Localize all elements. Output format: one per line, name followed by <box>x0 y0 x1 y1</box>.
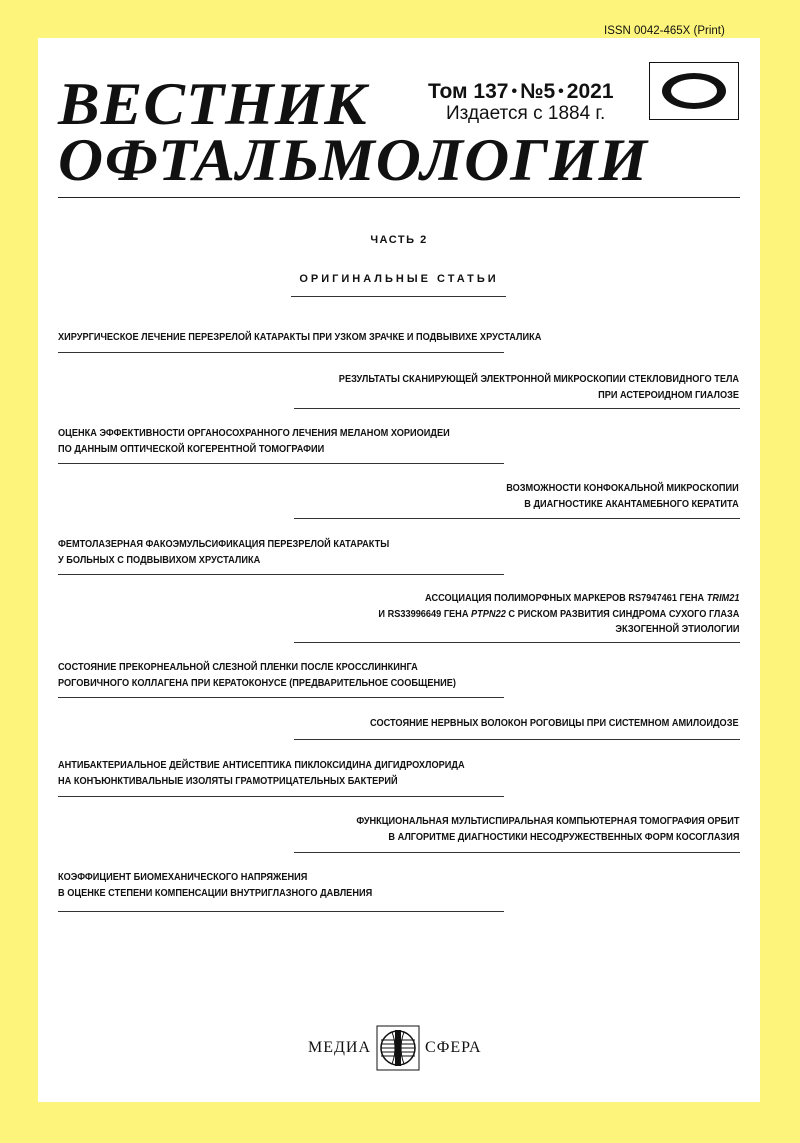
article-divider <box>294 518 740 519</box>
article-title: ХИРУРГИЧЕСКОЕ ЛЕЧЕНИЕ ПЕРЕЗРЕЛОЙ КАТАРАКТЫ ПРИ УЗКОМ ЗРАЧКЕ И ПОДВЫВИХЕ ХРУСТАЛИКА <box>58 332 542 343</box>
article-divider <box>58 352 504 353</box>
article-title: АНТИБАКТЕРИАЛЬНОЕ ДЕЙСТВИЕ АНТИСЕПТИКА ПИКЛОКСИДИНА ДИГИДРОХЛОРИДА НА КОНЪЮНКТИВАЛЬНЫЕ ИЗОЛЯТЫ ГРАМОТРИЦАТЕЛЬНЫХ БАКТЕРИЙ <box>58 760 465 787</box>
article-title: СОСТОЯНИЕ ПРЕКОРНЕАЛЬНОЙ СЛЕЗНОЙ ПЛЕНКИ ПОСЛЕ КРОССЛИНКИНГА РОГОВИЧНОГО КОЛЛАГЕНА ПРИ КЕРАТОКОНУСЕ (ПРЕДВАРИТЕЛЬНОЕ СООБЩЕНИЕ) <box>58 662 456 689</box>
issue-number: №5 <box>520 80 556 103</box>
article-divider <box>58 796 504 797</box>
article-title: АССОЦИАЦИЯ ПОЛИМОРФНЫХ МАРКЕРОВ RS7947461 ГЕНА TRIM21 И RS33996649 ГЕНА PTPN22 С РИСКОМ РАЗВИТИЯ СИНДРОМА СУХОГО ГЛАЗА ЭКЗОГЕННОЙ ЭТИОЛОГИИ <box>377 593 739 635</box>
article-divider <box>58 574 504 575</box>
article-divider <box>294 642 740 643</box>
article-divider <box>294 739 740 740</box>
publisher-logo <box>308 1020 482 1076</box>
article-title: КОЭФФИЦИЕНТ БИОМЕХАНИЧЕСКОГО НАПРЯЖЕНИЯ В ОЦЕНКЕ СТЕПЕНИ КОМПЕНСАЦИИ ВНУТРИГЛАЗНОГО ДАВЛЕНИЯ <box>58 872 373 899</box>
article-title: ВОЗМОЖНОСТИ КОНФОКАЛЬНОЙ МИКРОСКОПИИ В ДИАГНОСТИКЕ АКАНТАМЕБНОГО КЕРАТИТА <box>506 483 739 510</box>
issue-year: 2021 <box>566 80 614 103</box>
article-divider <box>294 408 740 409</box>
article-title: РЕЗУЛЬТАТЫ СКАНИРУЮЩЕЙ ЭЛЕКТРОННОЙ МИКРОСКОПИИ СТЕКЛОВИДНОГО ТЕЛА ПРИ АСТЕРОИДНОМ ГИАЛОЗЕ <box>338 374 739 401</box>
part-label: ЧАСТЬ 2 <box>370 234 428 246</box>
article-title: ОЦЕНКА ЭФФЕКТИВНОСТИ ОРГАНОСОХРАННОГО ЛЕЧЕНИЯ МЕЛАНОМ ХОРИОИДЕИ ПО ДАННЫМ ОПТИЧЕСКОЙ КОГЕРЕНТНОЙ ТОМОГРАФИИ <box>58 428 450 455</box>
section-heading: ОРИГИНАЛЬНЫЕ СТАТЬИ <box>299 273 499 285</box>
globe-icon <box>375 1020 421 1076</box>
publisher-name-right: СФЕРА <box>425 1039 482 1056</box>
cover-page <box>38 38 760 1102</box>
eye-icon <box>658 69 730 113</box>
article-title: СОСТОЯНИЕ НЕРВНЫХ ВОЛОКОН РОГОВИЦЫ ПРИ СИСТЕМНОМ АМИЛОИДОЗЕ <box>370 718 739 729</box>
separator-dot: • <box>558 83 564 100</box>
published-since: Издается с 1884 г. <box>446 103 606 124</box>
article-divider <box>58 463 504 464</box>
article-divider <box>58 697 504 698</box>
journal-title-line2: ОФТАЛЬМОЛОГИИ <box>58 127 649 193</box>
issue-info <box>428 80 614 124</box>
journal-title-line1: ВЕСТНИК <box>58 71 368 137</box>
article-title: ФЕМТОЛАЗЕРНАЯ ФАКОЭМУЛЬСИФИКАЦИЯ ПЕРЕЗРЕЛОЙ КАТАРАКТЫ У БОЛЬНЫХ С ПОДВЫВИХОМ ХРУСТАЛИКА <box>58 539 390 566</box>
article-title: ФУНКЦИОНАЛЬНАЯ МУЛЬТИСПИРАЛЬНАЯ КОМПЬЮТЕРНАЯ ТОМОГРАФИЯ ОРБИТ В АЛГОРИТМЕ ДИАГНОСТИКИ НЕСОДРУЖЕСТВЕННЫХ ФОРМ КОСОГЛАЗИЯ <box>355 816 739 843</box>
section-divider <box>291 296 506 297</box>
volume: Том 137 <box>428 80 509 103</box>
header-divider <box>58 197 740 198</box>
issue-line <box>428 80 614 104</box>
article-divider <box>58 911 504 912</box>
issn-print: ISSN 0042-465X (Print) <box>604 25 725 37</box>
publisher-name-left: МЕДИА <box>308 1039 372 1056</box>
journal-logo <box>649 62 739 120</box>
separator-dot: • <box>511 83 518 100</box>
article-divider <box>294 852 740 853</box>
